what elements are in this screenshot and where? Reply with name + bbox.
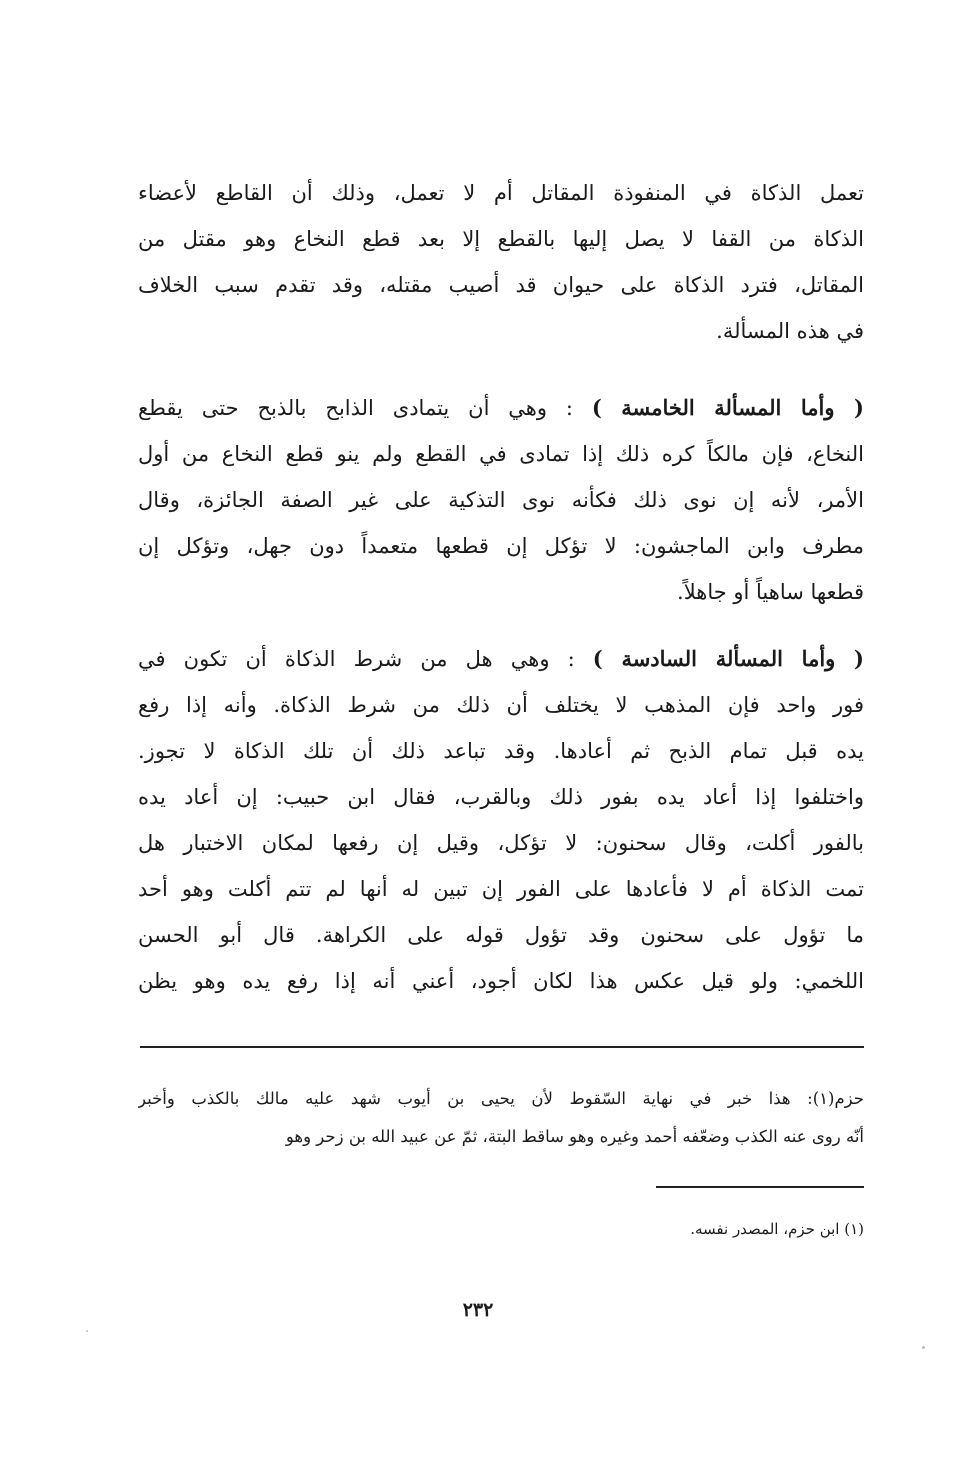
section-heading: ( وأما المسألة السادسة ) <box>592 646 864 671</box>
text-line: قطعها ساهياً أو جاهلاً. <box>677 580 864 604</box>
text-line: أنّه روى عنه الكذب وضعّفه أحمد وغيره وهو ساقط البتة، ثمّ عن عبيد الله بن زحر وهو <box>285 1127 864 1146</box>
text-line <box>138 636 864 682</box>
text-line <box>138 385 864 431</box>
section-divider <box>140 1046 864 1048</box>
paragraph-1 <box>138 170 864 354</box>
scan-speck <box>86 1330 88 1332</box>
text-fragment: : وهي هل من شرط الذكاة أن تكون في <box>138 647 575 671</box>
section-heading: ( وأما المسألة الخامسة ) <box>591 395 864 420</box>
quoted-text-block <box>138 1080 864 1156</box>
text-line: حزم(١): هذا خبر في نهاية السّقوط لأن يحيى بن أيوب شهد عليه مالك بالكذب وأخبر <box>138 1089 864 1108</box>
footnote: (١) ابن حزم، المصدر نفسه. <box>690 1220 864 1238</box>
text-line: يده قبل تمام الذبح ثم أعادها. وقد تباعد ذلك أن تلك الذكاة لا تجوز. <box>138 739 864 763</box>
text-line: اللخمي: ولو قيل عكس هذا لكان أجود، أعني أنه إذا رفع يده وهو يظن <box>138 969 864 993</box>
page-number: ٢٣٢ <box>462 1299 494 1321</box>
text-line: مطرف وابن الماجشون: لا تؤكل إن قطعها متعمداً دون جهل، وتؤكل إن <box>138 534 864 558</box>
text-fragment: : وهي أن يتمادى الذابح بالذبح حتى يقطع <box>138 396 573 420</box>
text-line: ما تؤول على سحنون وقد تؤول قوله على الكراهة. قال أبو الحسن <box>138 923 864 947</box>
text-line: واختلفوا إذا أعاد يده بفور ذلك وبالقرب، فقال ابن حبيب: إن أعاد يده <box>138 785 864 809</box>
text-line: فور واحد فإن المذهب لا يختلف أن ذلك من شرط الذكاة. وأنه إذا رفع <box>138 693 864 717</box>
footnote-divider <box>656 1186 864 1188</box>
text-line: الأمر، لأنه إن نوى ذلك فكأنه نوى التذكية على غير الصفة الجائزة، وقال <box>138 488 864 512</box>
text-line: الذكاة من القفا لا يصل إليها بالقطع إلا بعد قطع النخاع وهو مقتل من <box>138 227 864 251</box>
paragraph-2 <box>138 385 864 615</box>
text-line: بالفور أكلت، وقال سحنون: لا تؤكل، وقيل إن رفعها لمكان الاختبار هل <box>138 831 864 855</box>
scan-speck <box>922 1346 925 1349</box>
paragraph-3 <box>138 636 864 1004</box>
text-line: في هذه المسألة. <box>716 319 864 343</box>
text-line: المقاتل، فترد الذكاة على حيوان قد أصيب مقتله، وقد تقدم سبب الخلاف <box>138 273 864 297</box>
text-line: تعمل الذكاة في المنفوذة المقاتل أم لا تعمل، وذلك أن القاطع لأعضاء <box>138 181 864 205</box>
text-line: تمت الذكاة أم لا فأعادها على الفور إن تبين له أنها لم تتم أكلت وهو أحد <box>138 877 864 901</box>
text-line: النخاع، فإن مالكاً كره ذلك إذا تمادى في القطع ولم ينو قطع النخاع من أول <box>138 442 864 466</box>
